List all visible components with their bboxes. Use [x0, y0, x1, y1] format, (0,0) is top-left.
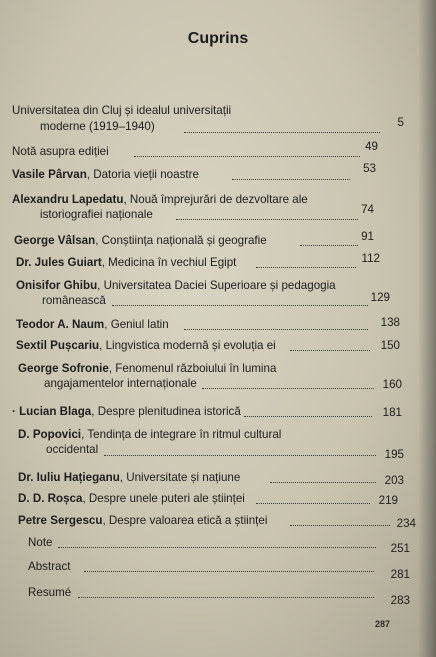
entry-title: , Nouă împrejurări de dezvoltare ale: [123, 193, 308, 206]
folio-page-number: 287: [374, 619, 390, 629]
entry-title: , Tendința de integrare în ritmul cultural: [81, 428, 282, 441]
dot-leader: [184, 131, 380, 133]
page-number: 203: [384, 474, 404, 487]
entry-title: , Medicina în vechiul Egipt: [101, 256, 237, 269]
entry-title: Universitatea din Cluj și idealul universitații: [12, 104, 232, 117]
dot-leader: [112, 304, 368, 306]
page-number: 281: [390, 568, 410, 581]
page-number: 129: [370, 291, 390, 304]
dot-leader: [256, 266, 356, 268]
entry-author: Dr. Jules Guiart: [16, 256, 102, 269]
entry-author: Onisifor Ghibu: [16, 279, 98, 292]
page-number: 219: [378, 494, 398, 507]
entry-title: , Despre plenitudinea istorică: [91, 405, 241, 418]
dot-leader: [300, 244, 358, 246]
entry-author: Vasile Pârvan: [12, 168, 87, 181]
dot-leader: [202, 387, 374, 389]
entry-title: , Despre valoarea etică a științei: [102, 514, 268, 527]
dot-leader: [104, 454, 376, 456]
entry-author: Petre Sergescu: [18, 514, 103, 527]
entry-title-continued: istoriografiei naționale: [40, 208, 153, 221]
dot-leader: [84, 570, 374, 572]
entry-title: , Universitate și națiune: [119, 471, 241, 484]
page-number: 74: [361, 203, 374, 216]
dot-leader: [176, 218, 358, 220]
entry-title: , Fenomenul războiului în lumina: [108, 362, 277, 375]
dot-leader: [290, 349, 370, 351]
entry-title: Note: [28, 536, 53, 549]
entry-author: D. D. Roșca: [18, 492, 83, 505]
dot-leader: [290, 524, 390, 526]
page-number: 150: [380, 339, 400, 352]
entry-title: , Universitatea Daciei Superioare și pedagogia: [97, 279, 336, 292]
entry-author: Sextil Pușcariu: [16, 339, 100, 352]
dot-leader: [184, 328, 368, 330]
entry-author: Dr. Iuliu Hațieganu: [18, 471, 120, 484]
entry-author: Lucian Blaga: [19, 405, 92, 418]
entry-title-continued: occidental: [46, 443, 99, 456]
page-number: 195: [384, 448, 404, 461]
entry-title: , Conștiința națională și geografie: [95, 234, 267, 247]
page-number: 181: [382, 406, 402, 419]
entry-title-continued: angajamentelor internaționale: [44, 377, 197, 390]
entry-author: George Vâlsan: [14, 234, 96, 247]
entry-title: , Geniul latin: [104, 318, 169, 331]
page-number: 251: [390, 542, 410, 555]
page-number: 112: [361, 252, 380, 265]
book-page: Cuprins Universitatea din Cluj și idealul universitații moderne (1919–1940) 5 Notă asupra ediției 49 Vasile Pârvan, Datoria vieții noastre 53 Alexandru Lapedatu, Nouă împrejurări de dezvoltare ale istoriografiei naționale 74 George Vâlsan, Conștiința națională și geografie 91 Dr. Jules Guiart, Medicina în vechiul Egipt 112 Onisifor Ghibu, Universitatea Daciei Superioare și pedagogia românească 129 Teodor A. Naum, Geniul latin 138 Sextil Pușcariu, Lingvistica modernă și evoluția ei 150 George Sofronie, Fenomenul războiului în lumina angajamentelor internaționale 160 · Lucian Blaga, Despre plenitudinea istorică 181 D. Popovici, Tendința de integrare în ritmul cultural occidental 195 Dr. Iuliu Hațieganu, Universitate și națiune 203 D. D. Roșca, Despre unele puteri ale științei 219 Petre Sergescu, Despre valoarea etică a științei 234 Note 251 Abstract 281 Resumé 283 287: [0, 0, 436, 657]
entry-title-continued: moderne (1919–1940): [40, 120, 155, 133]
entry-title: Abstract: [28, 560, 71, 573]
page-number: 53: [363, 162, 376, 175]
page-number: 91: [361, 230, 374, 243]
page-number: 5: [397, 116, 404, 129]
page-title: Cuprins: [187, 30, 249, 47]
entry-title: , Lingvistica modernă și evoluția ei: [99, 339, 276, 352]
page-number: 49: [365, 140, 378, 153]
dot-leader: [244, 415, 372, 417]
entry-title: Notă asupra ediției: [12, 145, 109, 158]
dot-leader: [256, 502, 370, 504]
entry-title: , Despre unele puteri ale științei: [82, 492, 245, 505]
entry-author: Alexandru Lapedatu: [12, 193, 124, 206]
dot-leader: [58, 546, 376, 548]
page-number: 283: [390, 594, 410, 607]
entry-title-continued: românească: [42, 294, 106, 307]
page-number: 234: [396, 517, 416, 530]
entry-author: Teodor A. Naum: [16, 318, 105, 331]
page-number: 138: [380, 316, 400, 329]
dot-leader: [134, 155, 360, 157]
entry-author: D. Popovici: [18, 428, 82, 441]
entry-title: Resumé: [28, 586, 72, 599]
entry-author: George Sofronie: [18, 362, 109, 375]
dot-leader: [78, 596, 374, 598]
dot-leader: [232, 178, 350, 180]
dot-leader: [270, 481, 376, 483]
entry-title: , Datoria vieții noastre: [86, 168, 199, 181]
page-number: 160: [382, 378, 402, 391]
